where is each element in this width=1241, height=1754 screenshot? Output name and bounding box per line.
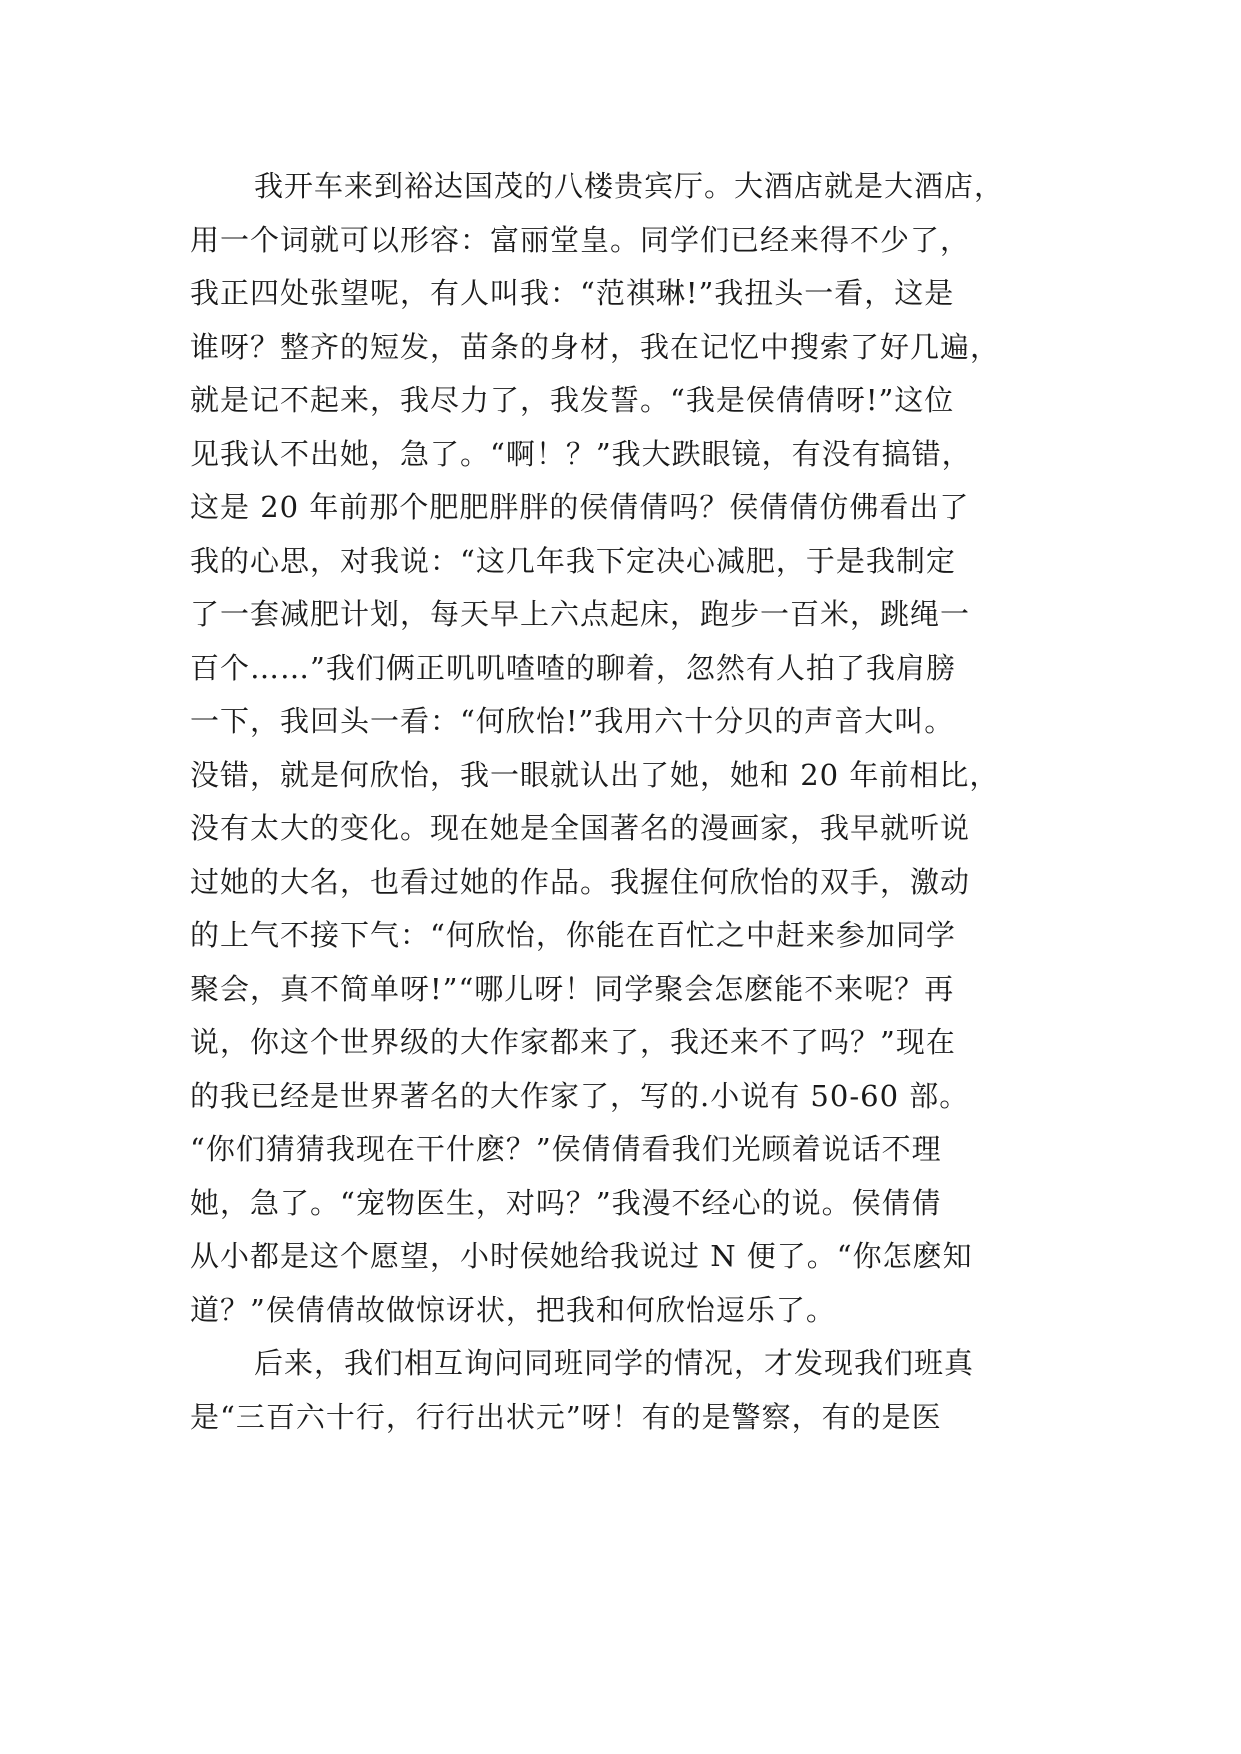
text-line: 谁呀？整齐的短发，苗条的身材，我在记忆中搜索了好几遍，: [190, 329, 1001, 364]
text-line: 见我认不出她，急了。“啊！？”我大跌眼镜，有没有搞错，: [190, 436, 972, 471]
text-line: 过她的大名，也看过她的作品。我握住何欣怡的双手，激动: [190, 864, 971, 899]
text-line: 没有太大的变化。现在她是全国著名的漫画家，我早就听说: [190, 811, 971, 845]
text-line: 我开车来到裕达国茂的八楼贵宾厅。大酒店就是大酒店，: [254, 169, 1005, 203]
text-line: 道？”侯倩倩故做惊讶状，把我和何欣怡逗乐了。: [190, 1292, 836, 1327]
text-line: 没错，就是何欣怡，我一眼就认出了她，她和 20 年前相比，: [190, 757, 1000, 792]
text-line: 的我已经是世界著名的大作家了，写的.小说有 50-60 部。: [190, 1078, 970, 1113]
text-line: 我正四处张望呢，有人叫我：“范祺琳!”我扭头一看，这是: [190, 276, 955, 310]
text-line: 是“三百六十行，行行出状元”呀！有的是警察，有的是医: [190, 1399, 942, 1434]
text-line: 这是 20 年前那个肥肥胖胖的侯倩倩吗？侯倩倩仿佛看出了: [190, 490, 970, 524]
body-text: [190, 160, 1090, 1444]
paragraph-2: [190, 1337, 1090, 1444]
paragraph-1: [190, 160, 1090, 1337]
text-line: 一下，我回头一看：“何欣怡!”我用六十分贝的声音大叫。: [190, 704, 955, 738]
text-line: 就是记不起来，我尽力了，我发誓。“我是侯倩倩呀!”这位: [190, 383, 955, 417]
text-line: 用一个词就可以形容：富丽堂皇。同学们已经来得不少了，: [190, 222, 971, 257]
text-line: 从小都是这个愿望，小时侯她给我说过 N 便了。“你怎麽知: [190, 1239, 973, 1273]
text-line: 说，你这个世界级的大作家都来了，我还来不了吗？”现在: [190, 1025, 956, 1059]
text-line: 了一套减肥计划，每天早上六点起床，跑步一百米，跳绳一: [190, 597, 971, 631]
text-line: 她，急了。“宠物医生，对吗？”我漫不经心的说。侯倩倩: [190, 1185, 942, 1220]
text-line: 我的心思，对我说：“这几年我下定决心减肥，于是我制定: [190, 543, 956, 578]
text-line: 的上气不接下气：“何欣怡，你能在百忙之中赶来参加同学: [190, 918, 956, 952]
text-line: 聚会，真不简单呀!”“哪儿呀！同学聚会怎麽能不来呢？再: [190, 971, 955, 1006]
text-line: 百个……”我们俩正叽叽喳喳的聊着，忽然有人拍了我肩膀: [190, 650, 956, 685]
text-line: “你们猜猜我现在干什麽？”侯倩倩看我们光顾着说话不理: [190, 1132, 942, 1166]
text-line: 后来，我们相互询问同班同学的情况，才发现我们班真: [254, 1346, 975, 1380]
